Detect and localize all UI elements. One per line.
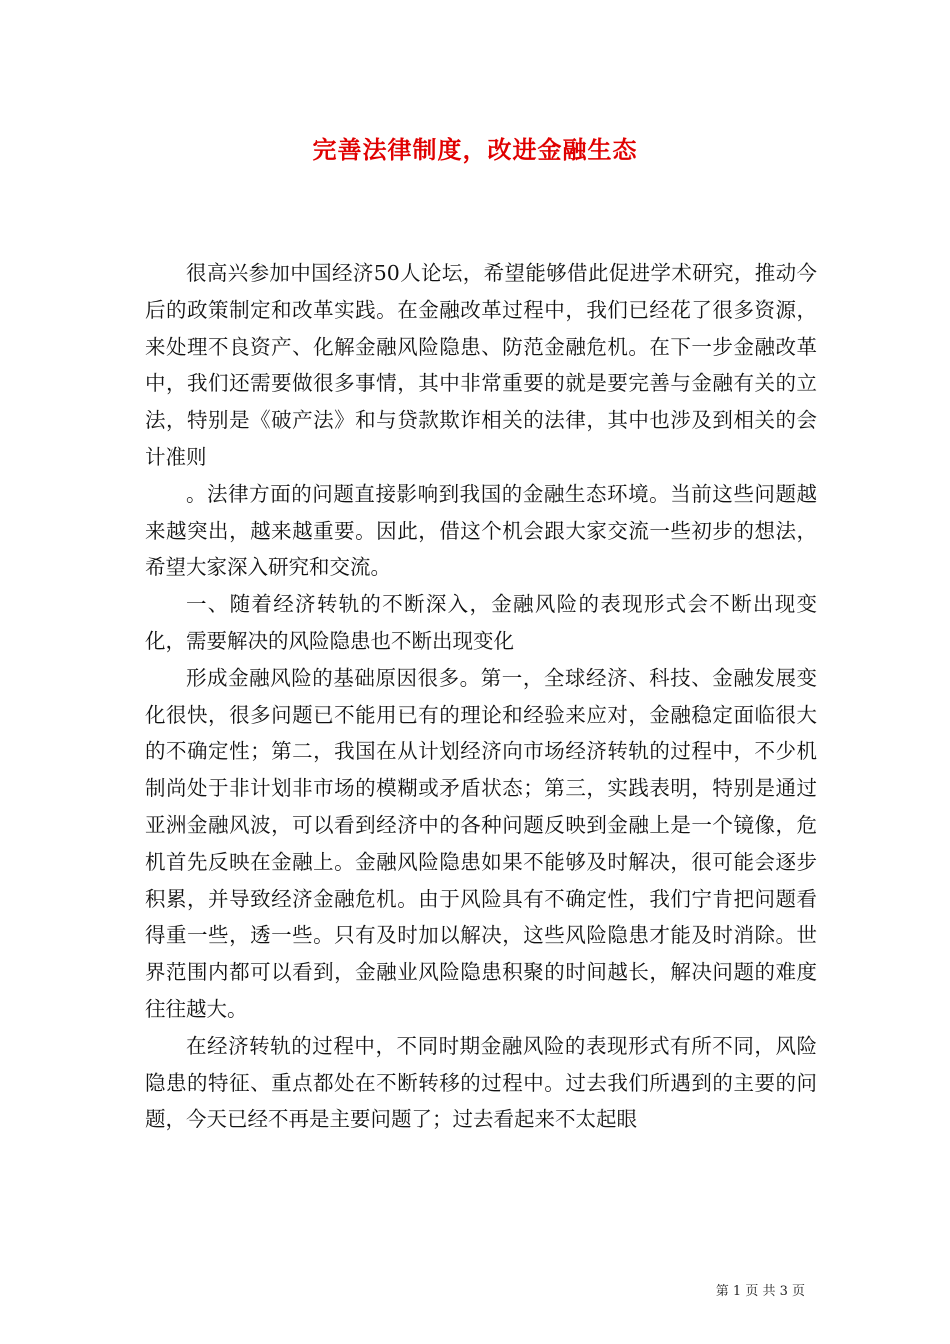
paragraph-2: 。法律方面的问题直接影响到我国的金融生态环境。当前这些问题越来越突出，越来越重要。因此，借这个机会跟大家交流一些初步的想法，希望大家深入研究和交流。	[145, 481, 817, 580]
page-number-footer: 第 1 页 共 3 页	[715, 1284, 805, 1299]
paragraph-3-section-heading: 一、随着经济转轨的不断深入，金融风险的表现形式会不断出现变化，需要解决的风险隐患也不断出现变化	[145, 592, 817, 653]
document-title: 完善法律制度，改进金融生态	[312, 135, 638, 164]
paragraph-1: 很高兴参加中国经济50人论坛，希望能够借此促进学术研究，推动今后的政策制定和改革实践。在金融改革过程中，我们已经花了很多资源，来处理不良资产、化解金融风险隐患、防范金融危机。在下一步金融改革中，我们还需要做很多事情，其中非常重要的就是要完善与金融有关的立法，特别是《破产法》和与贷款欺诈相关的法律，其中也涉及到相关的会计准则	[145, 261, 817, 469]
paragraph-4: 形成金融风险的基础原因很多。第一，全球经济、科技、金融发展变化很快，很多问题已不能用已有的理论和经验来应对，金融稳定面临很大的不确定性；第二，我国在从计划经济向市场经济转轨的过程中，不少机制尚处于非计划非市场的模糊或矛盾状态；第三，实践表明，特别是通过亚洲金融风波，可以看到经济中的各种问题反映到金融上是一个镜像，危机首先反映在金融上。金融风险隐患如果不能够及时解决，很可能会逐步积累，并导致经济金融危机。由于风险具有不确定性，我们宁肯把问题看得重一些，透一些。只有及时加以解决，这些风险隐患才能及时消除。世界范围内都可以看到，金融业风险隐患积聚的时间越长，解决问题的难度往往越大。	[145, 665, 817, 1021]
paragraph-5: 在经济转轨的过程中，不同时期金融风险的表现形式有所不同，风险隐患的特征、重点都处在不断转移的过程中。过去我们所遇到的主要的问题，今天已经不再是主要问题了；过去看起来不太起眼	[145, 1033, 817, 1132]
document-body	[145, 255, 817, 1138]
